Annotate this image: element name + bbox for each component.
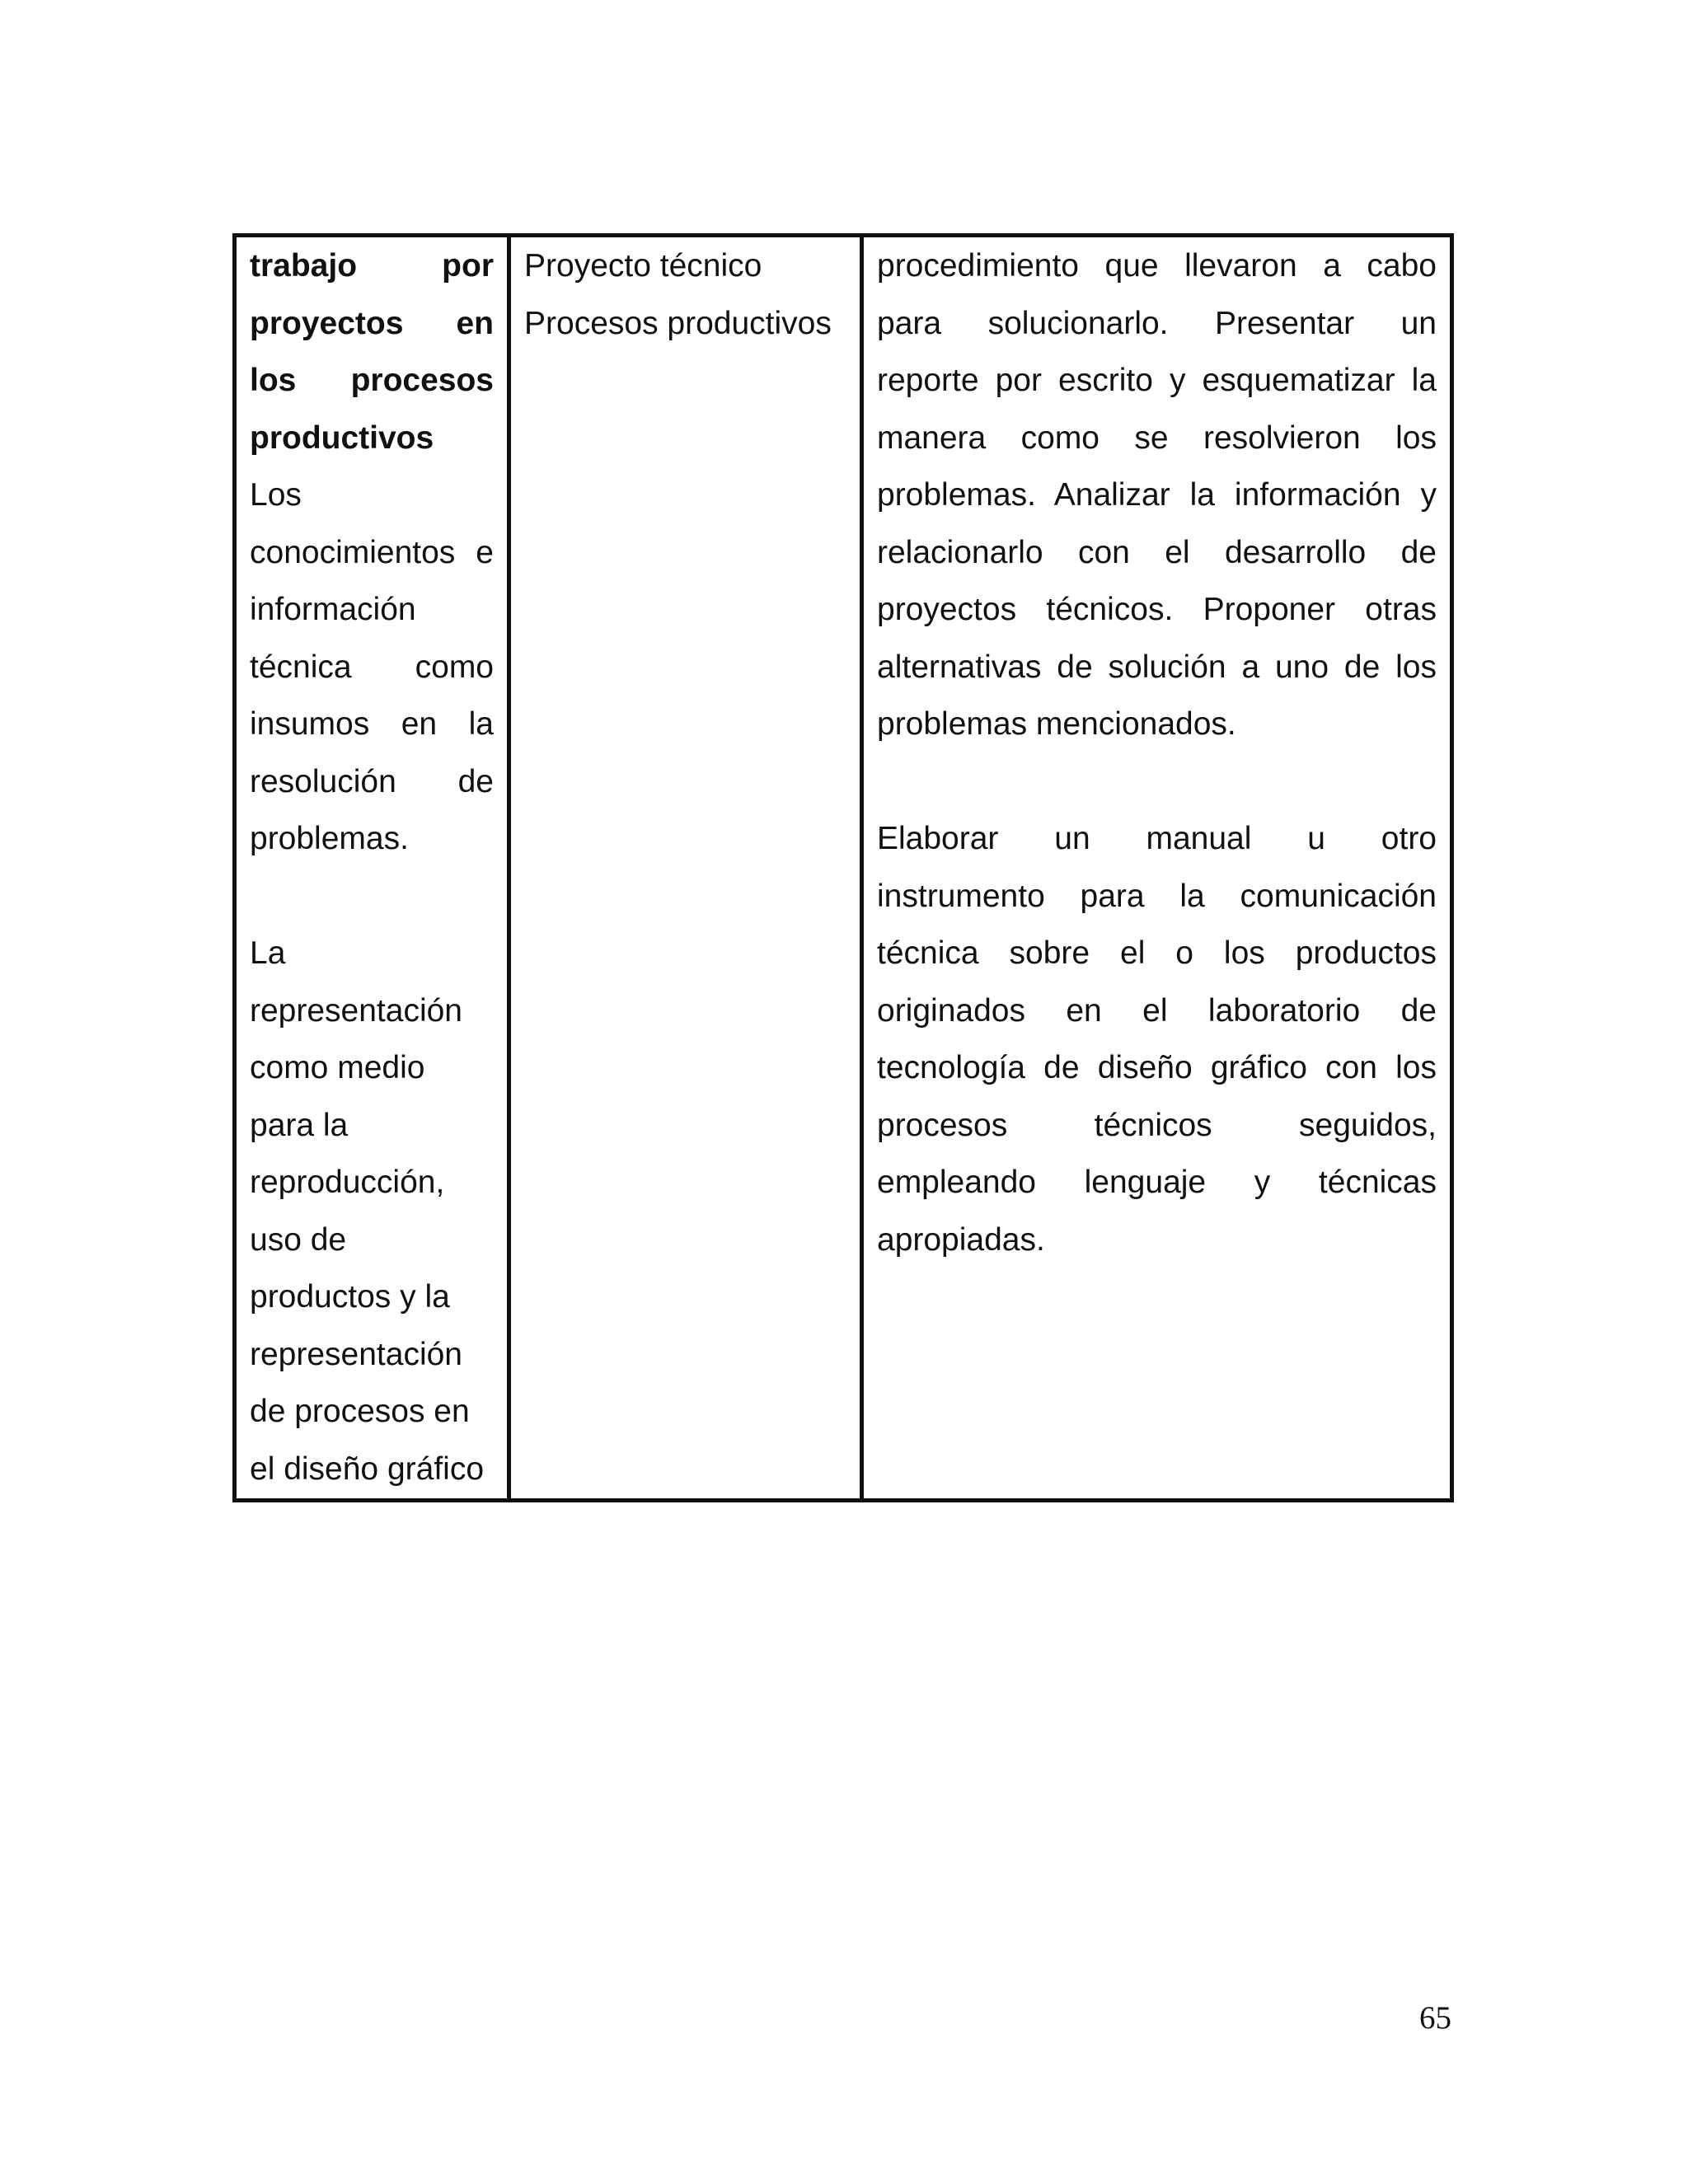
activity-text-line: procesos técnicos seguidos, [877,1107,1437,1143]
table-column-topic [237,237,511,1498]
topic-text-line: para la [250,1107,349,1143]
paragraph-gap [250,868,494,926]
topic-text-line: como medio [250,1050,425,1085]
topic-text-line: insumos en la [250,706,494,742]
concept-line: Procesos productivos [524,305,832,341]
topic-text-line: problemas. [250,821,409,856]
topic-text-line: Los [250,477,302,513]
topic-text-line: técnica como [250,649,494,685]
activity-text-line: para solucionarlo. Presentar un [877,305,1437,341]
topic-heading-line: trabajo por [250,248,494,284]
topic-text-line: de procesos en [250,1394,470,1429]
topic-heading-line: productivos [250,419,434,456]
topic-text-line: reproducción, [250,1165,445,1200]
activity-text-line: tecnología de diseño gráfico con los [877,1050,1437,1085]
page-number: 65 [1419,2000,1451,2036]
activity-text-line: procedimiento que llevaron a cabo [877,248,1437,284]
concept-line: Proyecto técnico [524,248,762,284]
activity-text-line: Elaborar un manual u otro [877,821,1437,856]
activity-text-line: empleando lenguaje y técnicas [877,1165,1437,1200]
paragraph-gap [877,753,1437,811]
activity-text-line: problemas mencionados. [877,706,1236,742]
activity-text-line: técnica sobre el o los productos [877,935,1437,971]
activity-text-line: problemas. Analizar la información y [877,477,1437,513]
activity-text-line: instrumento para la comunicación [877,878,1437,914]
activity-text-line: manera como se resolvieron los [877,419,1437,456]
topic-text-line: información [250,592,416,627]
activity-text-line: proyectos técnicos. Proponer otras [877,592,1437,627]
content-table [232,233,1454,1502]
topic-text-line: representación [250,992,462,1029]
topic-text-line: productos y la [250,1279,450,1315]
table-column-activities [864,237,1450,1498]
topic-heading-line: los procesos [250,363,494,398]
activity-text-line: apropiadas. [877,1221,1045,1258]
activity-text-line: originados en el laboratorio de [877,992,1437,1029]
topic-text-line: La [250,935,286,971]
topic-text-line: el diseño gráfico [250,1451,485,1487]
topic-text-line: resolución de [250,763,494,799]
topic-text-line: uso de [250,1221,347,1258]
topic-text-line: conocimientos e [250,534,494,570]
topic-text-line: representación [250,1336,462,1372]
activity-text-line: reporte por escrito y esquematizar la [877,363,1437,398]
activity-text-line: relacionarlo con el desarrollo de [877,534,1437,570]
topic-heading-line: proyectos en [250,305,494,341]
table-column-concepts [511,237,864,1498]
activity-text-line: alternativas de solución a uno de los [877,649,1437,685]
